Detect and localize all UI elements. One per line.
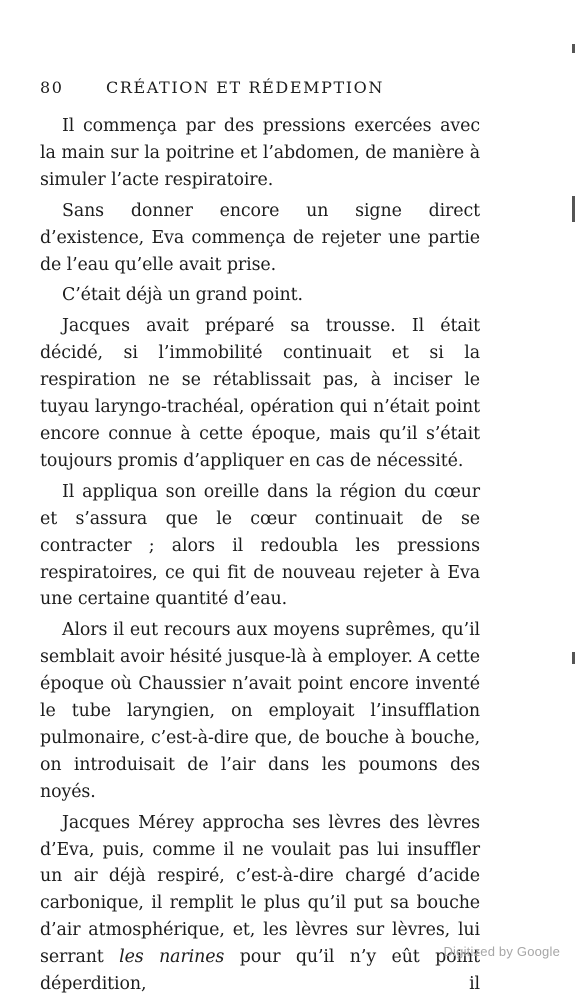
digitized-watermark: Digitized by Google xyxy=(443,944,560,959)
running-title: CRÉATION ET RÉDEMPTION xyxy=(106,78,384,97)
paragraph: Il appliqua son oreille dans la région du cœur et s’assura que le cœur continuait de se contracter ; alors il redoubla les pressions respiratoires, ce qui fit de nouveau rejeter à Eva une certaine quantité d’eau. xyxy=(40,481,480,610)
italic-text: les narines xyxy=(119,947,225,968)
paragraph: Jacques avait préparé sa trousse. Il était décidé, si l’immobilité continuait et si la respiration ne se rétablissait pas, à inciser le tuyau laryngo-trachéal, opération qui n’était point encore connue à cette époque, mais qu’il s’était toujours promis d’appliquer en cas de nécessité. xyxy=(40,316,480,471)
paragraph-continued xyxy=(40,810,480,998)
paragraph: Alors il eut recours aux moyens suprêmes, qu’il semblait avoir hésité jusque-là à employer. A cette époque où Chaussier n’avait point encore inventé le tube laryngien, on employait l’insufflation pulmonaire, c’est-à-dire que, de bouche à bouche, on introduisait de l’air dans les poumons des noyés. xyxy=(40,620,480,802)
paragraph-text: Jacques Mérey approcha ses lèvres des lèvres d’Eva, puis, comme il ne voulait pas lui insuffler un air déjà respiré, c’est-à-dire chargé d’acide carbonique, il remplit le plus qu’il put sa bouche d’air atmosphérique, et, les lèvres sur lèvres, lui serrant xyxy=(40,812,480,968)
paragraph: Sans donner encore un signe direct d’existence, Eva commença de rejeter une partie de l’eau qu’elle avait prise. xyxy=(40,200,480,275)
paragraph: Il commença par des pressions exercées avec la main sur la poitrine et l’abdomen, de manière à simuler l’acte respiratoire. xyxy=(40,116,480,190)
page-header xyxy=(40,78,480,100)
paragraph-text: pour qu’il n’y eût point déperdition, il xyxy=(40,947,480,995)
body-text xyxy=(40,113,480,998)
page-number: 80 xyxy=(40,78,64,97)
paragraph: C’était déjà un grand point. xyxy=(62,285,303,306)
